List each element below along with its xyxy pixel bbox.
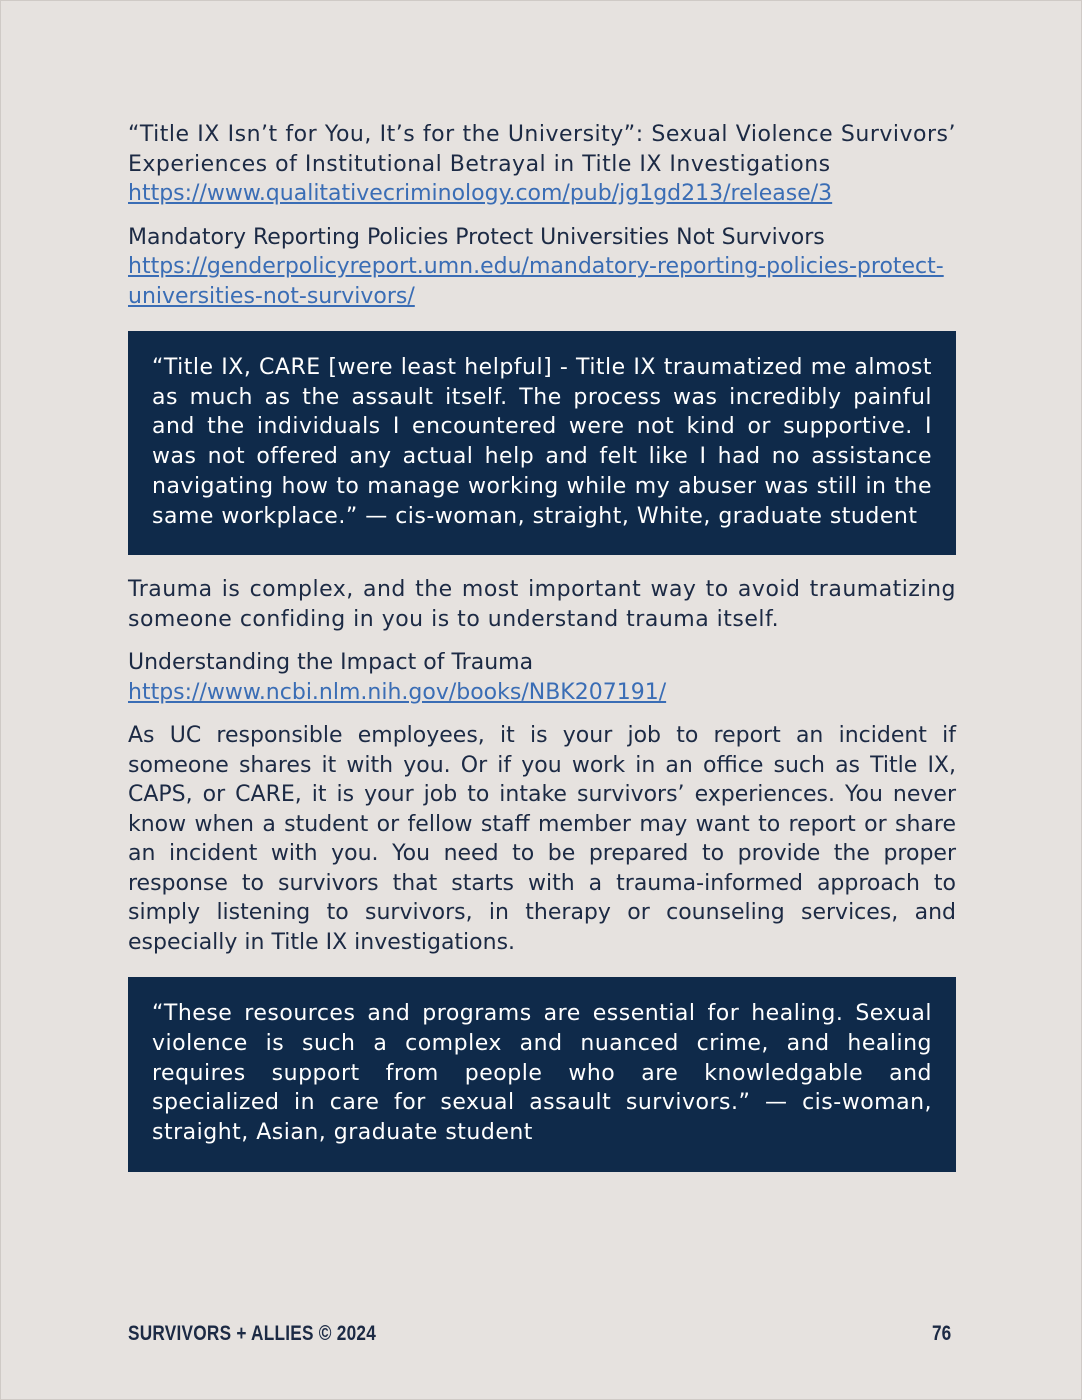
trauma-paragraph: Trauma is complex, and the most important way to avoid traumatizing someone confiding in you is to understand trauma itself. [128,577,956,632]
resource-title: Mandatory Reporting Policies Protect Universities Not Survivors [128,224,825,250]
quote-box-title-ix [128,331,956,555]
resource-title: “Title IX Isn’t for You, It’s for the University”: Sexual Violence Survivors’ Experiences of Institutional Betrayal in Title IX Investigations [128,122,956,177]
resource-link[interactable]: https://genderpolicyreport.umn.edu/mandatory-reporting-policies-protect-universities-not-survivors/ [128,254,944,309]
resource-link[interactable]: https://www.qualitativecriminology.com/pub/jg1gd213/release/3 [128,181,833,206]
page-number: 76 [932,1322,952,1345]
responsible-employees-paragraph: As UC responsible employees, it is your job to report an incident if someone shares it with you. Or if you work in an office such as Title IX, CAPS, or CARE, it is your job to intake survivors’ experiences. You never know when a student or fellow staff member may want to report or share an incident with you. You need to be prepared to provide the proper response to survivors that starts with a trauma-informed approach to simply listening to survivors, in therapy or counseling services, and especially in Title IX investigations. [128,723,956,955]
resource-title-ix-betrayal [128,120,956,209]
resource-impact-of-trauma [128,648,956,707]
page-content [128,120,956,1172]
resource-title: Understanding the Impact of Trauma [128,650,534,676]
resource-mandatory-reporting [128,223,956,312]
quote-text: “These resources and programs are essential for healing. Sexual violence is such a complex and nuanced crime, and healing requires support from people who are knowledgable and specialized in care for sexual assault survivors.” — cis-woman, straight, Asian, graduate student [152,1001,932,1146]
quote-text: “Title IX, CARE [were least helpful] - Title IX traumatized me almost as much as the assault itself. The process was incredibly painful and the individuals I encountered were not kind or supportive. I was not offered any actual help and felt like I had no assistance navigating how to manage working while my abuser was still in the same workplace.” — cis-woman, straight, White, graduate student [152,355,932,529]
quote-box-resources [128,977,956,1172]
resource-link[interactable]: https://www.ncbi.nlm.nih.gov/books/NBK207191/ [128,679,667,705]
footer-copyright: SURVIVORS + ALLIES © 2024 [128,1322,377,1345]
